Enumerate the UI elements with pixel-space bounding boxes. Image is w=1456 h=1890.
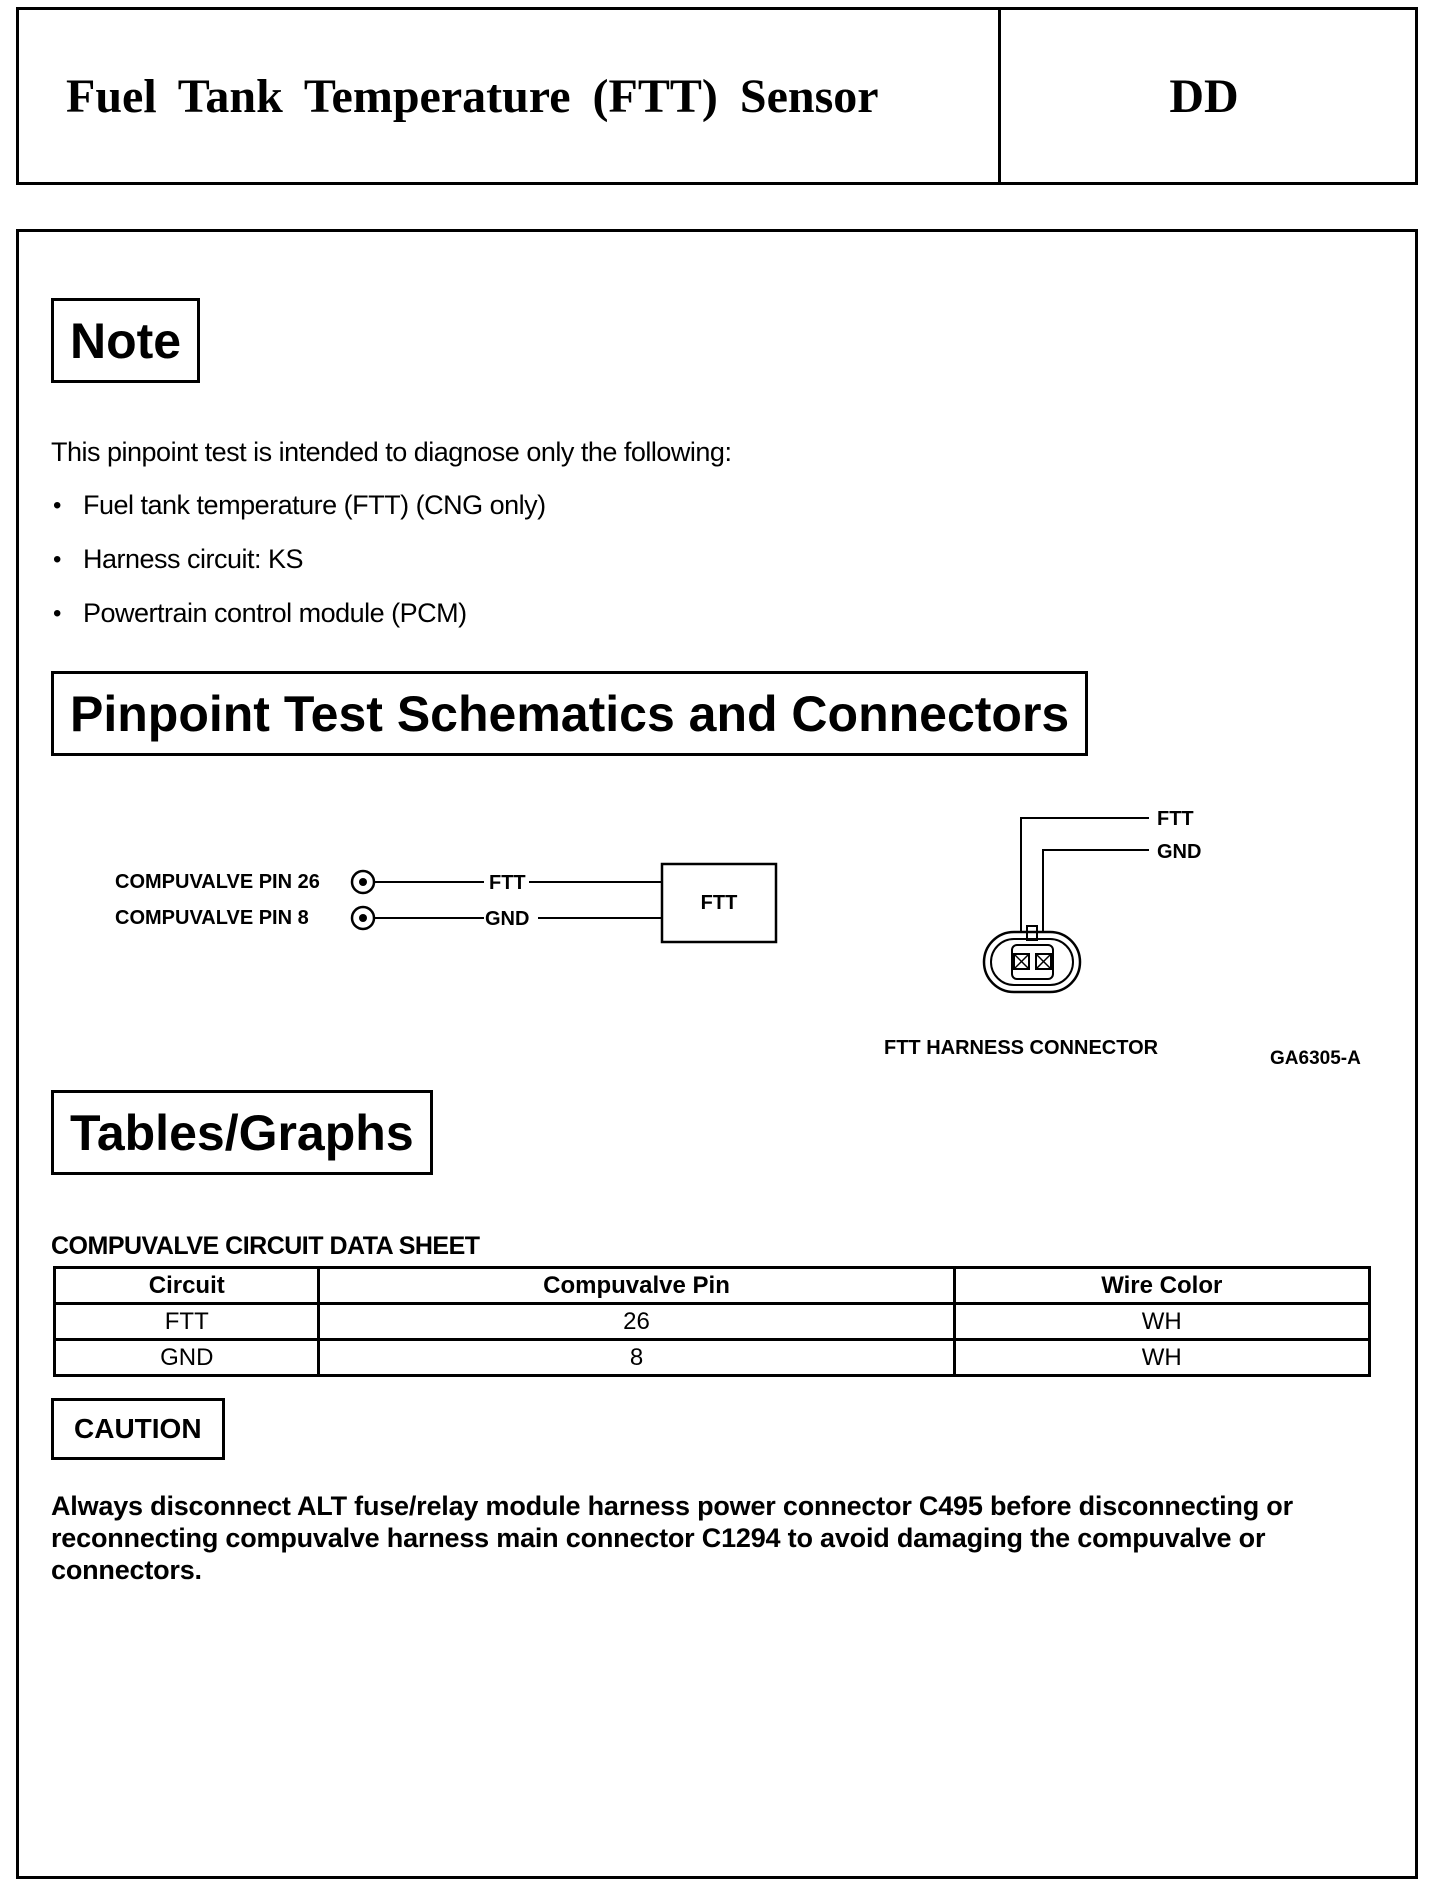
bullet-icon: • — [53, 600, 61, 627]
caution-heading: CAUTION — [51, 1398, 225, 1460]
wiring-schematic — [19, 802, 1415, 1102]
connector-caption: FTT HARNESS CONNECTOR — [884, 1037, 1159, 1059]
bullet-text: Fuel tank temperature (FTT) (CNG only) — [83, 490, 546, 520]
table-row — [55, 1304, 1370, 1340]
table-cell: WH — [954, 1304, 1369, 1340]
page-title: Fuel Tank Temperature (FTT) Sensor — [19, 10, 1001, 182]
table-cell: FTT — [55, 1304, 319, 1340]
bullet-icon: • — [53, 546, 61, 573]
connector-gnd-label: GND — [1157, 841, 1202, 863]
pin26-label: COMPUVALVE PIN 26 — [115, 871, 320, 893]
column-header: Circuit — [55, 1268, 319, 1304]
pin8-terminal-icon — [352, 907, 374, 929]
table-title: COMPUVALVE CIRCUIT DATA SHEET — [51, 1232, 480, 1260]
caution-text: Always disconnect ALT fuse/relay module harness power connector C495 before disconnecting or reconnecting compuvalve harness main connector C1294 to avoid damaging the compuvalve or connectors. — [51, 1491, 1293, 1585]
ftt-sensor-label: FTT — [700, 892, 738, 914]
figure-id: GA6305-A — [1270, 1048, 1361, 1069]
column-header: Compuvalve Pin — [319, 1268, 954, 1304]
content-frame — [16, 229, 1418, 1879]
page-header — [16, 7, 1418, 185]
table-cell: GND — [55, 1340, 319, 1376]
pin26-terminal-icon — [352, 871, 374, 893]
note-bullet-list — [51, 490, 546, 652]
table-cell: 26 — [319, 1304, 954, 1340]
gnd-wire-label: GND — [485, 908, 530, 930]
table-header-row — [55, 1268, 1370, 1304]
table-cell: 8 — [319, 1340, 954, 1376]
list-item — [51, 490, 546, 544]
bullet-text: Powertrain control module (PCM) — [83, 598, 467, 628]
note-heading: Note — [51, 298, 200, 383]
table-row — [55, 1340, 1370, 1376]
test-code: DD — [1169, 69, 1239, 123]
ftt-wire-label: FTT — [489, 872, 526, 894]
schematics-heading: Pinpoint Test Schematics and Connectors — [51, 671, 1088, 756]
bullet-icon: • — [53, 492, 61, 519]
pin8-label: COMPUVALVE PIN 8 — [115, 907, 309, 929]
column-header: Wire Color — [954, 1268, 1369, 1304]
list-item — [51, 598, 546, 652]
circuit-data-table — [53, 1266, 1371, 1377]
tables-heading: Tables/Graphs — [51, 1090, 433, 1175]
table-cell: WH — [954, 1340, 1369, 1376]
list-item — [51, 544, 546, 598]
note-intro: This pinpoint test is intended to diagnose only the following: — [51, 437, 732, 467]
bullet-text: Harness circuit: KS — [83, 544, 304, 574]
harness-connector-icon — [984, 818, 1149, 992]
connector-ftt-label: FTT — [1157, 808, 1194, 830]
